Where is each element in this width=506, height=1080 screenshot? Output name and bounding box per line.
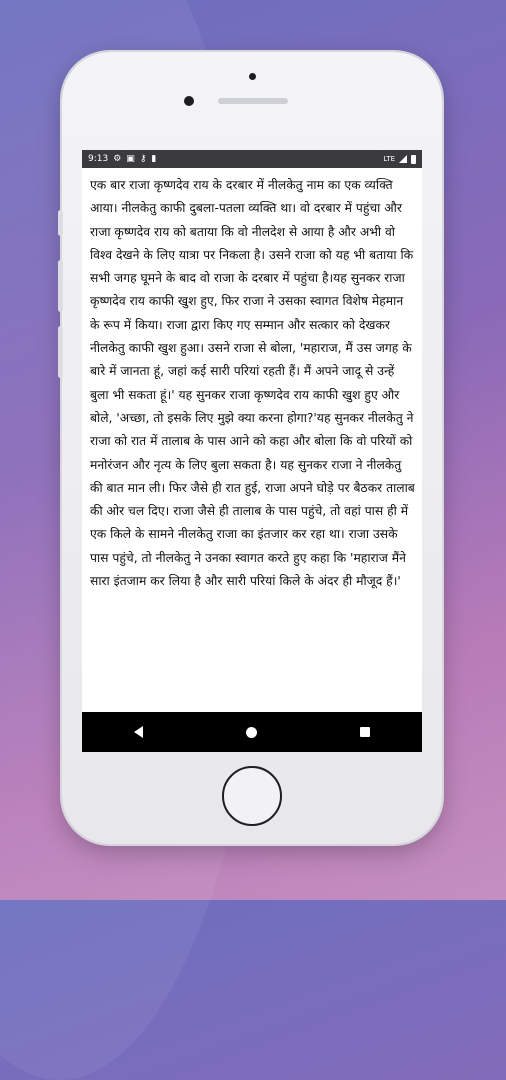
status-time: 9:13: [88, 154, 109, 164]
phone-side-button-mid: [58, 260, 63, 312]
front-camera: [184, 96, 194, 106]
sd-card-icon: ▮: [151, 154, 157, 164]
story-text: एक बार राजा कृष्णदेव राय के दरबार में नीलकेतु नाम का एक व्यक्ति आया। नीलकेतु काफी दुबला-पतला व्यक्ति था। वो दरबार में पहुंचा और राजा कृष्णदेव राय को बताया कि वो नीलदेश से आया है और अभी वो विश्व देखने के लिए यात्रा पर निकला है। उसने राजा को यह भी बताया कि सभी जगह घूमने के बाद वो राजा के दरबार में पहुंचा है।यह सुनकर राजा कृष्णदेव राय काफी खुश हुए, फिर राजा ने उसका स्वागत विशेष मेहमान के रूप में किया। राजा द्वारा किए गए सम्मान और सत्कार को देखकर नीलकेतु काफी खुश हुआ। उसने राजा से बोला, 'महाराज, मैं उस जगह के बारे में जानता हूं, जहां कई सारी परियां रहती हैं। मैं अपने जादू से उन्हें बुला भी सकता हूं।' यह सुनकर राजा कृष्णदेव राय काफी खुश हुए और बोले, 'अच्छा, तो इसके लिए मुझे क्या करना होगा?'यह सुनकर नीलकेतु ने राजा को रात में तालाब के पास आने को कहा और बोला कि वो परियों को मनोरंजन और नृत्य के लिए बुला सकता है। यह सुनकर राजा ने नीलकेतु की बात मान ली। फिर जैसे ही रात हुई, राजा अपने घोड़े पर बैठकर तालाब की ओर चल दिए। राजा जैसे ही तालाब के पास पहुंचे, तो वहां पास ही में एक किले के सामने नीलकेतु राजा का इंतजार कर रहा था। राजा उसके पास पहुंचे, तो नीलकेतु ने उनका स्वागत करते हुए कहा कि 'महाराज मैंने सारा इंतजाम कर लिया है और सारी परियां किले के अंदर ही मौजूद हैं।': [90, 178, 415, 589]
status-right: [383, 155, 416, 164]
phone-side-button-low: [58, 326, 63, 378]
gear-icon: ⚙: [113, 154, 122, 164]
phone-home-button[interactable]: [222, 766, 282, 826]
battery-icon: [411, 155, 416, 164]
image-icon: ▣: [126, 154, 135, 164]
navigation-bar: [82, 712, 422, 752]
key-icon: ⚷: [139, 154, 147, 164]
earpiece-speaker: [218, 98, 288, 104]
network-type: LTE: [383, 155, 395, 163]
phone-side-button-top: [58, 210, 63, 236]
status-bar: [82, 150, 422, 168]
proximity-sensor: [249, 73, 256, 80]
phone-screen: [82, 150, 422, 752]
back-icon[interactable]: [134, 726, 143, 738]
recents-icon[interactable]: [360, 727, 370, 737]
signal-icon: [399, 155, 407, 163]
home-icon[interactable]: [246, 727, 257, 738]
